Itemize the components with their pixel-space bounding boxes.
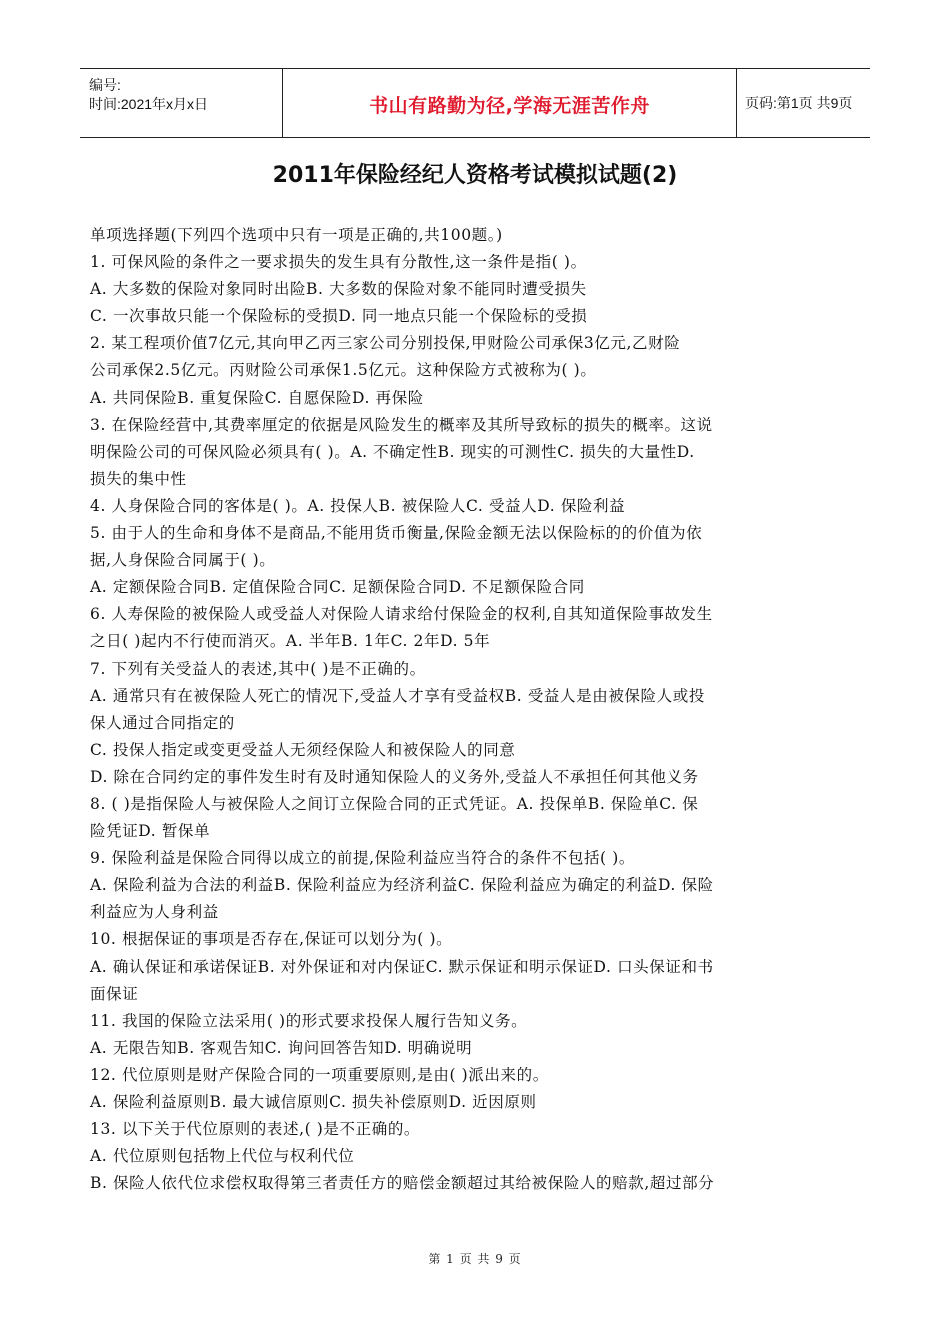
text-line: D. 除在合同约定的事件发生时有及时通知保险人的义务外,受益人不承担任何其他义务: [90, 767, 699, 786]
text-line: 6. 人寿保险的被保险人或受益人对保险人请求给付保险金的权利,自其知道保险事故发生: [90, 605, 713, 624]
header-page-cell: [737, 69, 870, 137]
text-line: A. 保险利益原则B. 最大诚信原则C. 损失补偿原则D. 近因原则: [90, 1093, 537, 1111]
header-meta-cell: [80, 69, 282, 137]
text-line: 明保险公司的可保风险必须具有( )。A. 不确定性B. 现实的可测性C. 损失的大量性D.: [90, 442, 695, 461]
text-line: 9. 保险利益是保险合同得以成立的前提,保险利益应当符合的条件不包括( )。: [90, 849, 635, 868]
text-line: 11. 我国的保险立法采用( )的形式要求投保人履行告知义务。: [90, 1011, 528, 1030]
text-line: 利益应为人身利益: [90, 903, 219, 922]
text-line: A. 大多数的保险对象同时出险B. 大多数的保险对象不能同时遭受损失: [90, 280, 587, 299]
text-line: 保人通过合同指定的: [90, 713, 235, 732]
text-line: 2. 某工程项价值7亿元,其向甲乙丙三家公司分别投保,甲财险公司承保3亿元,乙财险: [90, 334, 681, 353]
text-line: 据,人身保险合同属于( )。: [90, 551, 276, 570]
text-line: 3. 在保险经营中,其费率厘定的依据是风险发生的概率及其所导致标的损失的概率。这说: [90, 415, 713, 434]
text-line: 7. 下列有关受益人的表述,其中( )是不正确的。: [90, 659, 426, 678]
page-header: [80, 68, 870, 138]
text-line: 5. 由于人的生命和身体不是商品,不能用货币衡量,保险金额无法以保险标的的价值为依: [90, 524, 703, 543]
text-line: C. 投保人指定或变更受益人无须经保险人和被保险人的同意: [90, 740, 516, 759]
text-line: 之日( )起内不行使而消灭。A. 半年B. 1年C. 2年D. 5年: [90, 632, 491, 651]
text-line: A. 代位原则包括物上代位与权利代位: [90, 1147, 355, 1166]
serial-label: 编号:: [89, 77, 121, 93]
motto-text: 书山有路勤为径,学海无涯苦作舟: [369, 95, 650, 117]
text-line: 10. 根据保证的事项是否存在,保证可以划分为( )。: [90, 930, 453, 949]
text-line: 4. 人身保险合同的客体是( )。A. 投保人B. 被保险人C. 受益人D. 保险利益: [90, 496, 626, 515]
page-info: 页码:第1页 共9页: [745, 95, 853, 111]
text-line: A. 保险利益为合法的利益B. 保险利益应为经济利益C. 保险利益应为确定的利益D. 保险: [90, 876, 714, 895]
text-line: 险凭证D. 暂保单: [90, 822, 211, 841]
text-line: A. 无限告知B. 客观告知C. 询问回答告知D. 明确说明: [90, 1038, 473, 1057]
text-line: 面保证: [90, 984, 139, 1003]
text-line: A. 定额保险合同B. 定值保险合同C. 足额保险合同D. 不足额保险合同: [90, 578, 585, 597]
text-line: 1. 可保风险的条件之一要求损失的发生具有分散性,这一条件是指( )。: [90, 253, 587, 272]
text-line: C. 一次事故只能一个保险标的受损D. 同一地点只能一个保险标的受损: [90, 307, 588, 326]
text-line: 单项选择题(下列四个选项中只有一项是正确的,共100题。): [90, 226, 503, 244]
time-label: 时间:2021年x月x日: [89, 96, 209, 112]
text-line: 8. ( )是指保险人与被保险人之间订立保险合同的正式凭证。A. 投保单B. 保险单C. 保: [90, 794, 699, 813]
text-line: A. 确认保证和承诺保证B. 对外保证和对内保证C. 默示保证和明示保证D. 口头保证和书: [90, 957, 714, 976]
page-title: 2011年保险经纪人资格考试模拟试题(2): [272, 163, 678, 188]
text-line: 13. 以下关于代位原则的表述,( )是不正确的。: [90, 1120, 421, 1139]
text-line: 公司承保2.5亿元。丙财险公司承保1.5亿元。这种保险方式被称为( )。: [90, 361, 597, 380]
document-body: [90, 222, 865, 1197]
text-line: A. 通常只有在被保险人死亡的情况下,受益人才享有受益权B. 受益人是由被保险人或投: [90, 686, 705, 705]
text-line: 损失的集中性: [90, 469, 187, 488]
text-line: A. 共同保险B. 重复保险C. 自愿保险D. 再保险: [90, 388, 424, 407]
page-footer: 第 1 页 共 9 页: [428, 1252, 522, 1266]
text-line: B. 保险人依代位求偿权取得第三者责任方的赔偿金额超过其给被保险人的赔款,超过部分: [90, 1174, 715, 1193]
header-motto-cell: [282, 69, 737, 137]
text-line: 12. 代位原则是财产保险合同的一项重要原则,是由( )派出来的。: [90, 1065, 549, 1084]
